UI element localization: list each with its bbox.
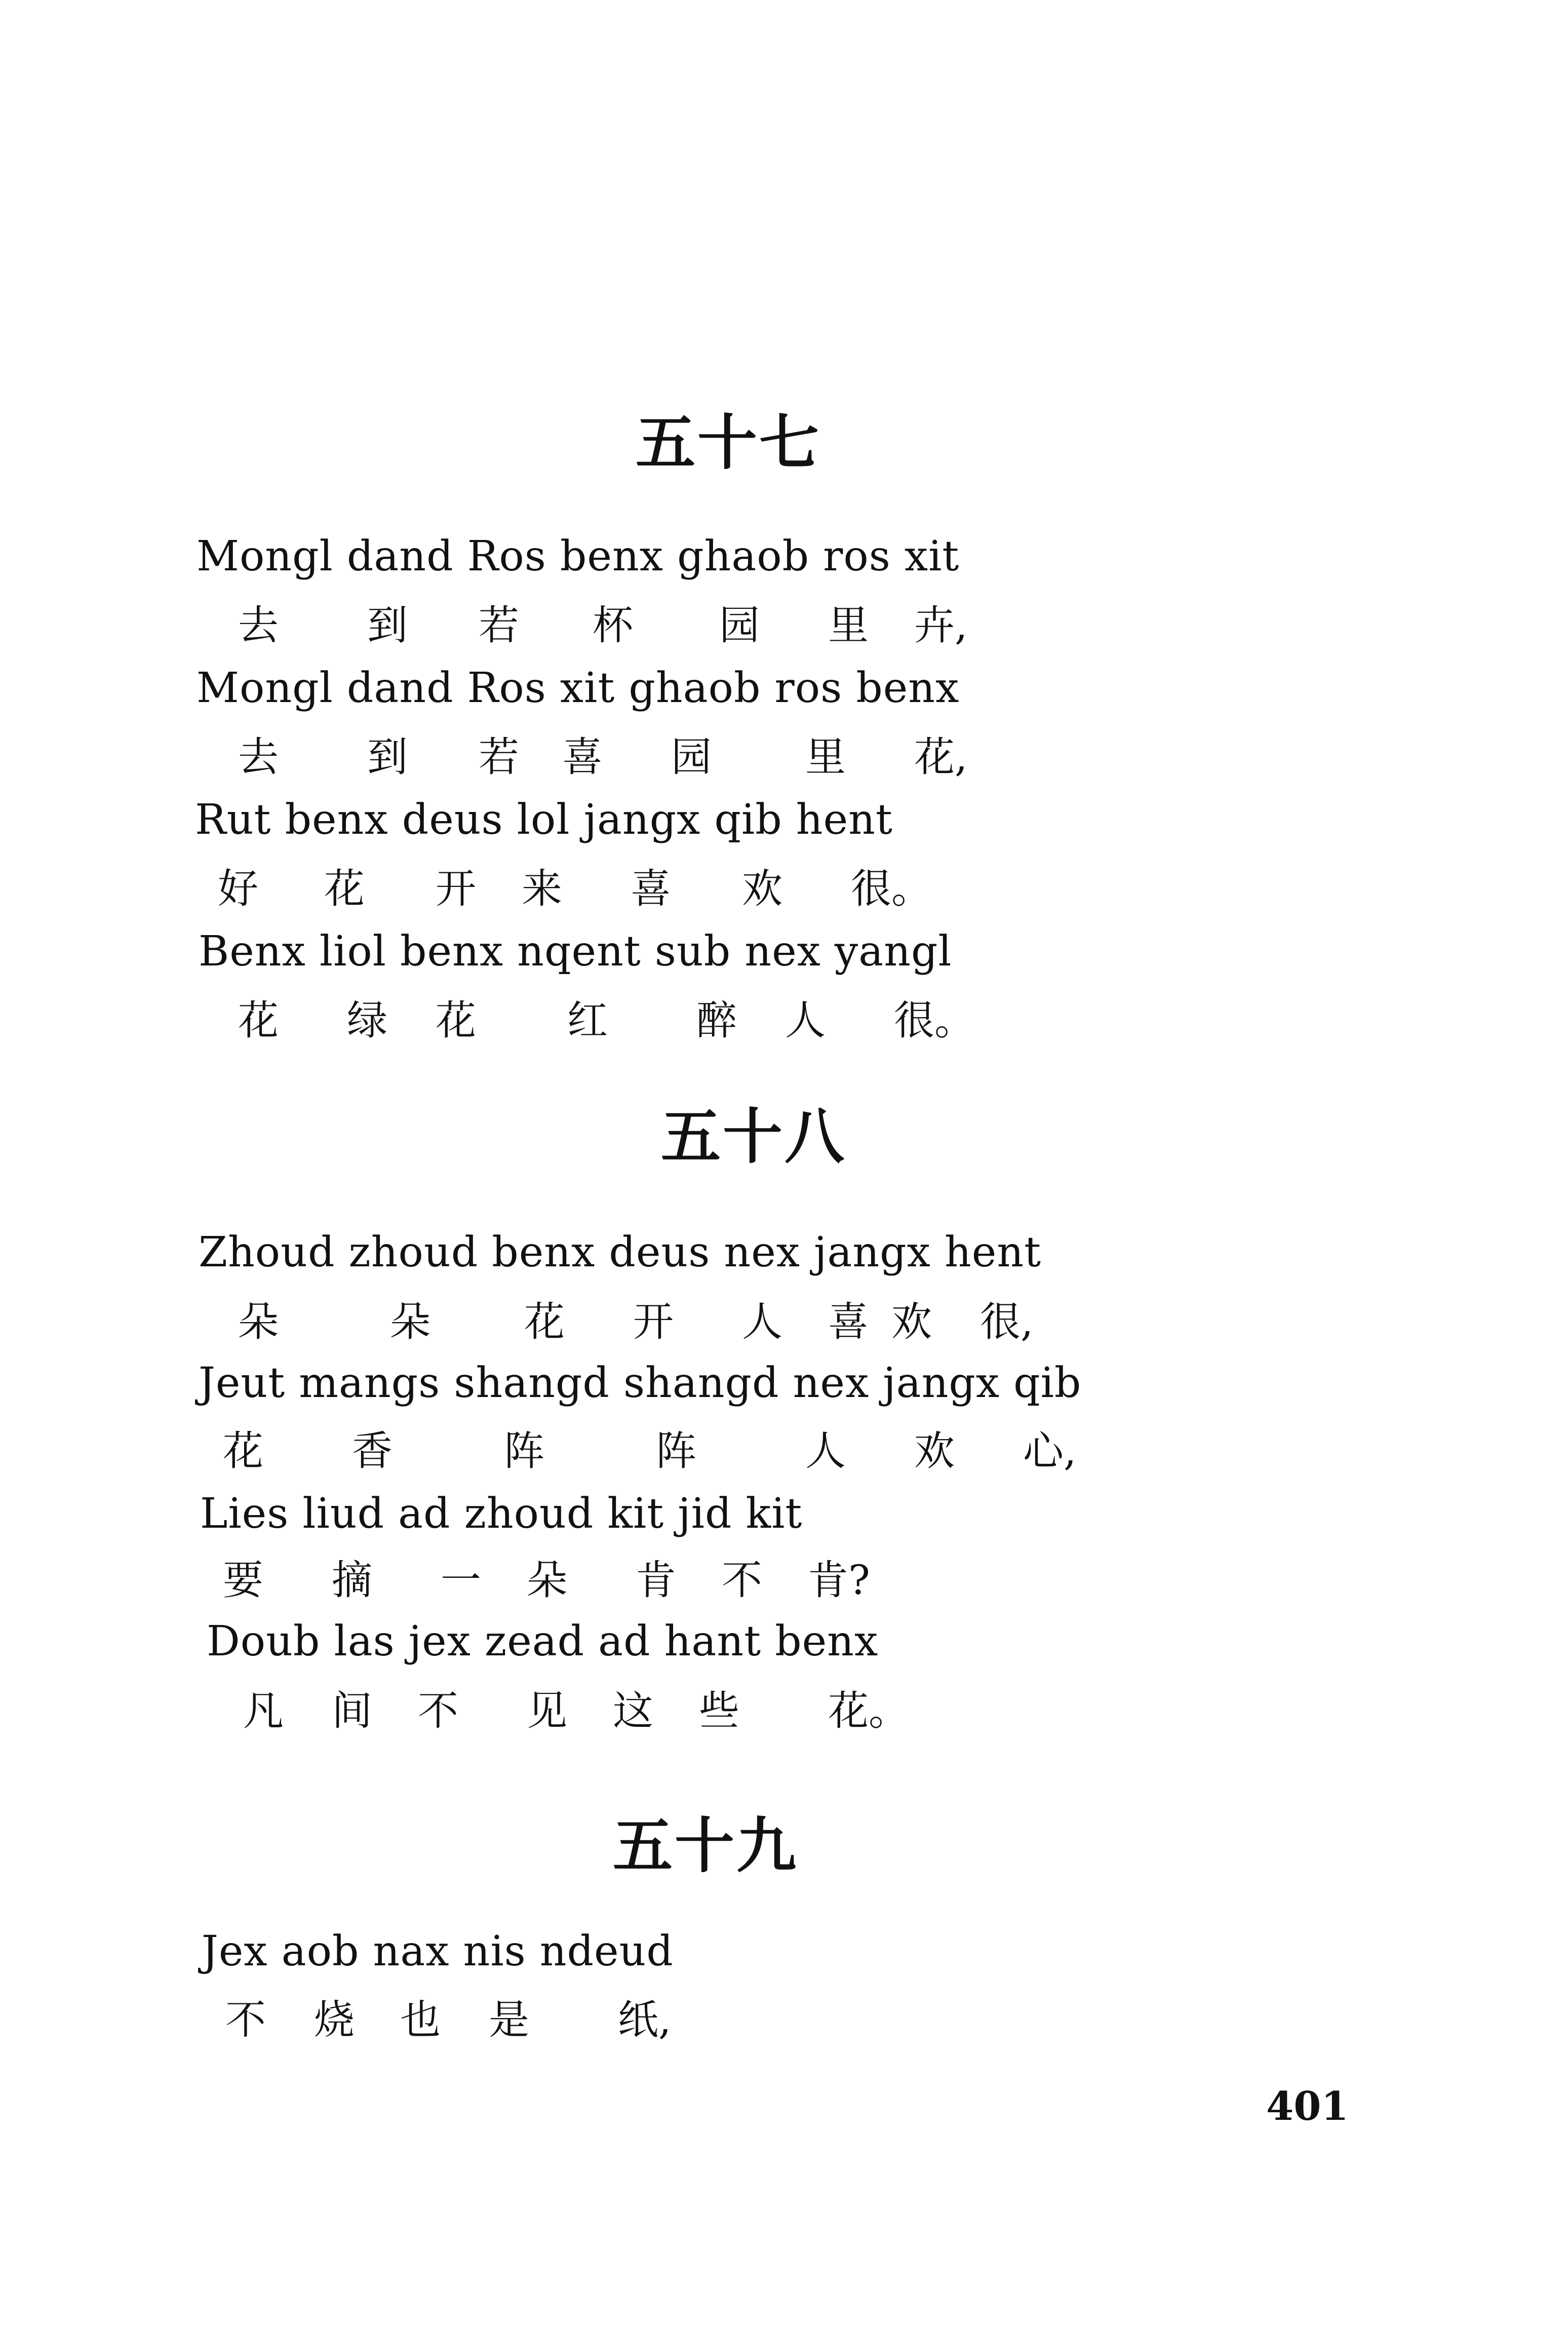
gloss-char: 很, — [980, 1298, 1034, 1345]
gloss-char: 喜 — [828, 1298, 869, 1345]
gloss-char: 里 — [805, 733, 846, 781]
gloss-line — [0, 733, 1568, 783]
gloss-char: 欢 — [891, 1298, 932, 1345]
gloss-char: 喜 — [631, 865, 671, 912]
gloss-char: 花。 — [828, 1687, 909, 1734]
gloss-line — [0, 1557, 1568, 1606]
gloss-char: 开 — [633, 1298, 674, 1345]
gloss-char: 到 — [367, 602, 408, 649]
gloss-char: 不 — [418, 1687, 458, 1734]
gloss-char: 朵 — [527, 1557, 567, 1604]
gloss-char: 红 — [567, 997, 608, 1044]
gloss-char: 花 — [436, 997, 476, 1044]
gloss-line — [0, 997, 1568, 1046]
gloss-char: 园 — [671, 733, 712, 781]
gloss-char: 心, — [1023, 1427, 1077, 1475]
gloss-char: 绿 — [347, 997, 387, 1044]
gloss-char: 人 — [742, 1298, 782, 1345]
gloss-char: 园 — [719, 602, 760, 649]
gloss-char: 见 — [527, 1687, 567, 1734]
gloss-char: 香 — [352, 1427, 393, 1475]
gloss-char: 很。 — [851, 865, 932, 912]
gloss-char: 卉, — [914, 602, 968, 649]
gloss-char: 阵 — [504, 1427, 544, 1475]
gloss-char: 花 — [238, 997, 279, 1044]
romanized-line: Jex aob nax nis ndeud — [202, 1927, 674, 1975]
romanized-line: Doub las jex zead ad hant benx — [207, 1617, 879, 1665]
romanized-line: Zhoud zhoud benx deus nex jangx hent — [199, 1228, 1042, 1276]
romanized-line: Mongl dand Ros xit ghaob ros benx — [197, 664, 960, 712]
gloss-char: 里 — [828, 602, 869, 649]
gloss-char: 去 — [238, 602, 279, 649]
gloss-char: 花 — [324, 865, 365, 912]
gloss-char: 若 — [479, 602, 519, 649]
gloss-char: 要 — [223, 1557, 263, 1604]
gloss-line — [0, 1687, 1568, 1736]
section-heading-57: 五十七 — [636, 407, 821, 478]
gloss-char: 若 — [479, 733, 519, 781]
gloss-char: 好 — [218, 865, 258, 912]
gloss-char: 凡 — [243, 1687, 284, 1734]
gloss-char: 些 — [699, 1687, 739, 1734]
gloss-line — [0, 602, 1568, 651]
gloss-char: 来 — [522, 865, 562, 912]
page-number: 401 — [1266, 2083, 1349, 2129]
gloss-line — [0, 865, 1568, 914]
gloss-char: 人 — [785, 997, 826, 1044]
gloss-char: 杯 — [593, 602, 633, 649]
gloss-char: 朵 — [238, 1298, 279, 1345]
gloss-char: 欢 — [914, 1427, 955, 1475]
gloss-char: 花 — [524, 1298, 565, 1345]
romanized-line: Lies liud ad zhoud kit jid kit — [200, 1490, 803, 1538]
gloss-char: 人 — [805, 1427, 846, 1475]
gloss-char: 这 — [613, 1687, 653, 1734]
section-heading-59: 五十九 — [613, 1810, 799, 1881]
section-heading-58: 五十八 — [661, 1101, 847, 1172]
gloss-char: 也 — [400, 1996, 441, 2043]
gloss-line — [0, 1427, 1568, 1477]
gloss-char: 烧 — [314, 1996, 355, 2043]
gloss-char: 肯 — [636, 1557, 676, 1604]
gloss-line — [0, 1996, 1568, 2045]
gloss-char: 朵 — [390, 1298, 430, 1345]
gloss-char: 到 — [367, 733, 408, 781]
gloss-char: 一 — [441, 1557, 481, 1604]
romanized-line: Jeut mangs shangd shangd nex jangx qib — [199, 1359, 1082, 1407]
gloss-char: 欢 — [742, 865, 782, 912]
gloss-line — [0, 1298, 1568, 1347]
romanized-line: Benx liol benx nqent sub nex yangl — [199, 927, 952, 976]
gloss-char: 间 — [332, 1687, 372, 1734]
gloss-char: 去 — [238, 733, 279, 781]
gloss-char: 是 — [489, 1996, 529, 2043]
gloss-char: 不 — [225, 1996, 266, 2043]
gloss-char: 肯? — [808, 1557, 870, 1604]
gloss-char: 阵 — [656, 1427, 696, 1475]
romanized-line: Rut benx deus lol jangx qib hent — [195, 796, 893, 844]
gloss-char: 不 — [722, 1557, 762, 1604]
gloss-char: 花, — [914, 733, 968, 781]
gloss-char: 摘 — [332, 1557, 372, 1604]
gloss-char: 花 — [223, 1427, 263, 1475]
gloss-char: 很。 — [894, 997, 975, 1044]
romanized-line: Mongl dand Ros benx ghaob ros xit — [197, 532, 960, 580]
gloss-char: 纸, — [618, 1996, 672, 2043]
gloss-char: 喜 — [562, 733, 603, 781]
gloss-char: 开 — [436, 865, 476, 912]
gloss-char: 醉 — [696, 997, 737, 1044]
